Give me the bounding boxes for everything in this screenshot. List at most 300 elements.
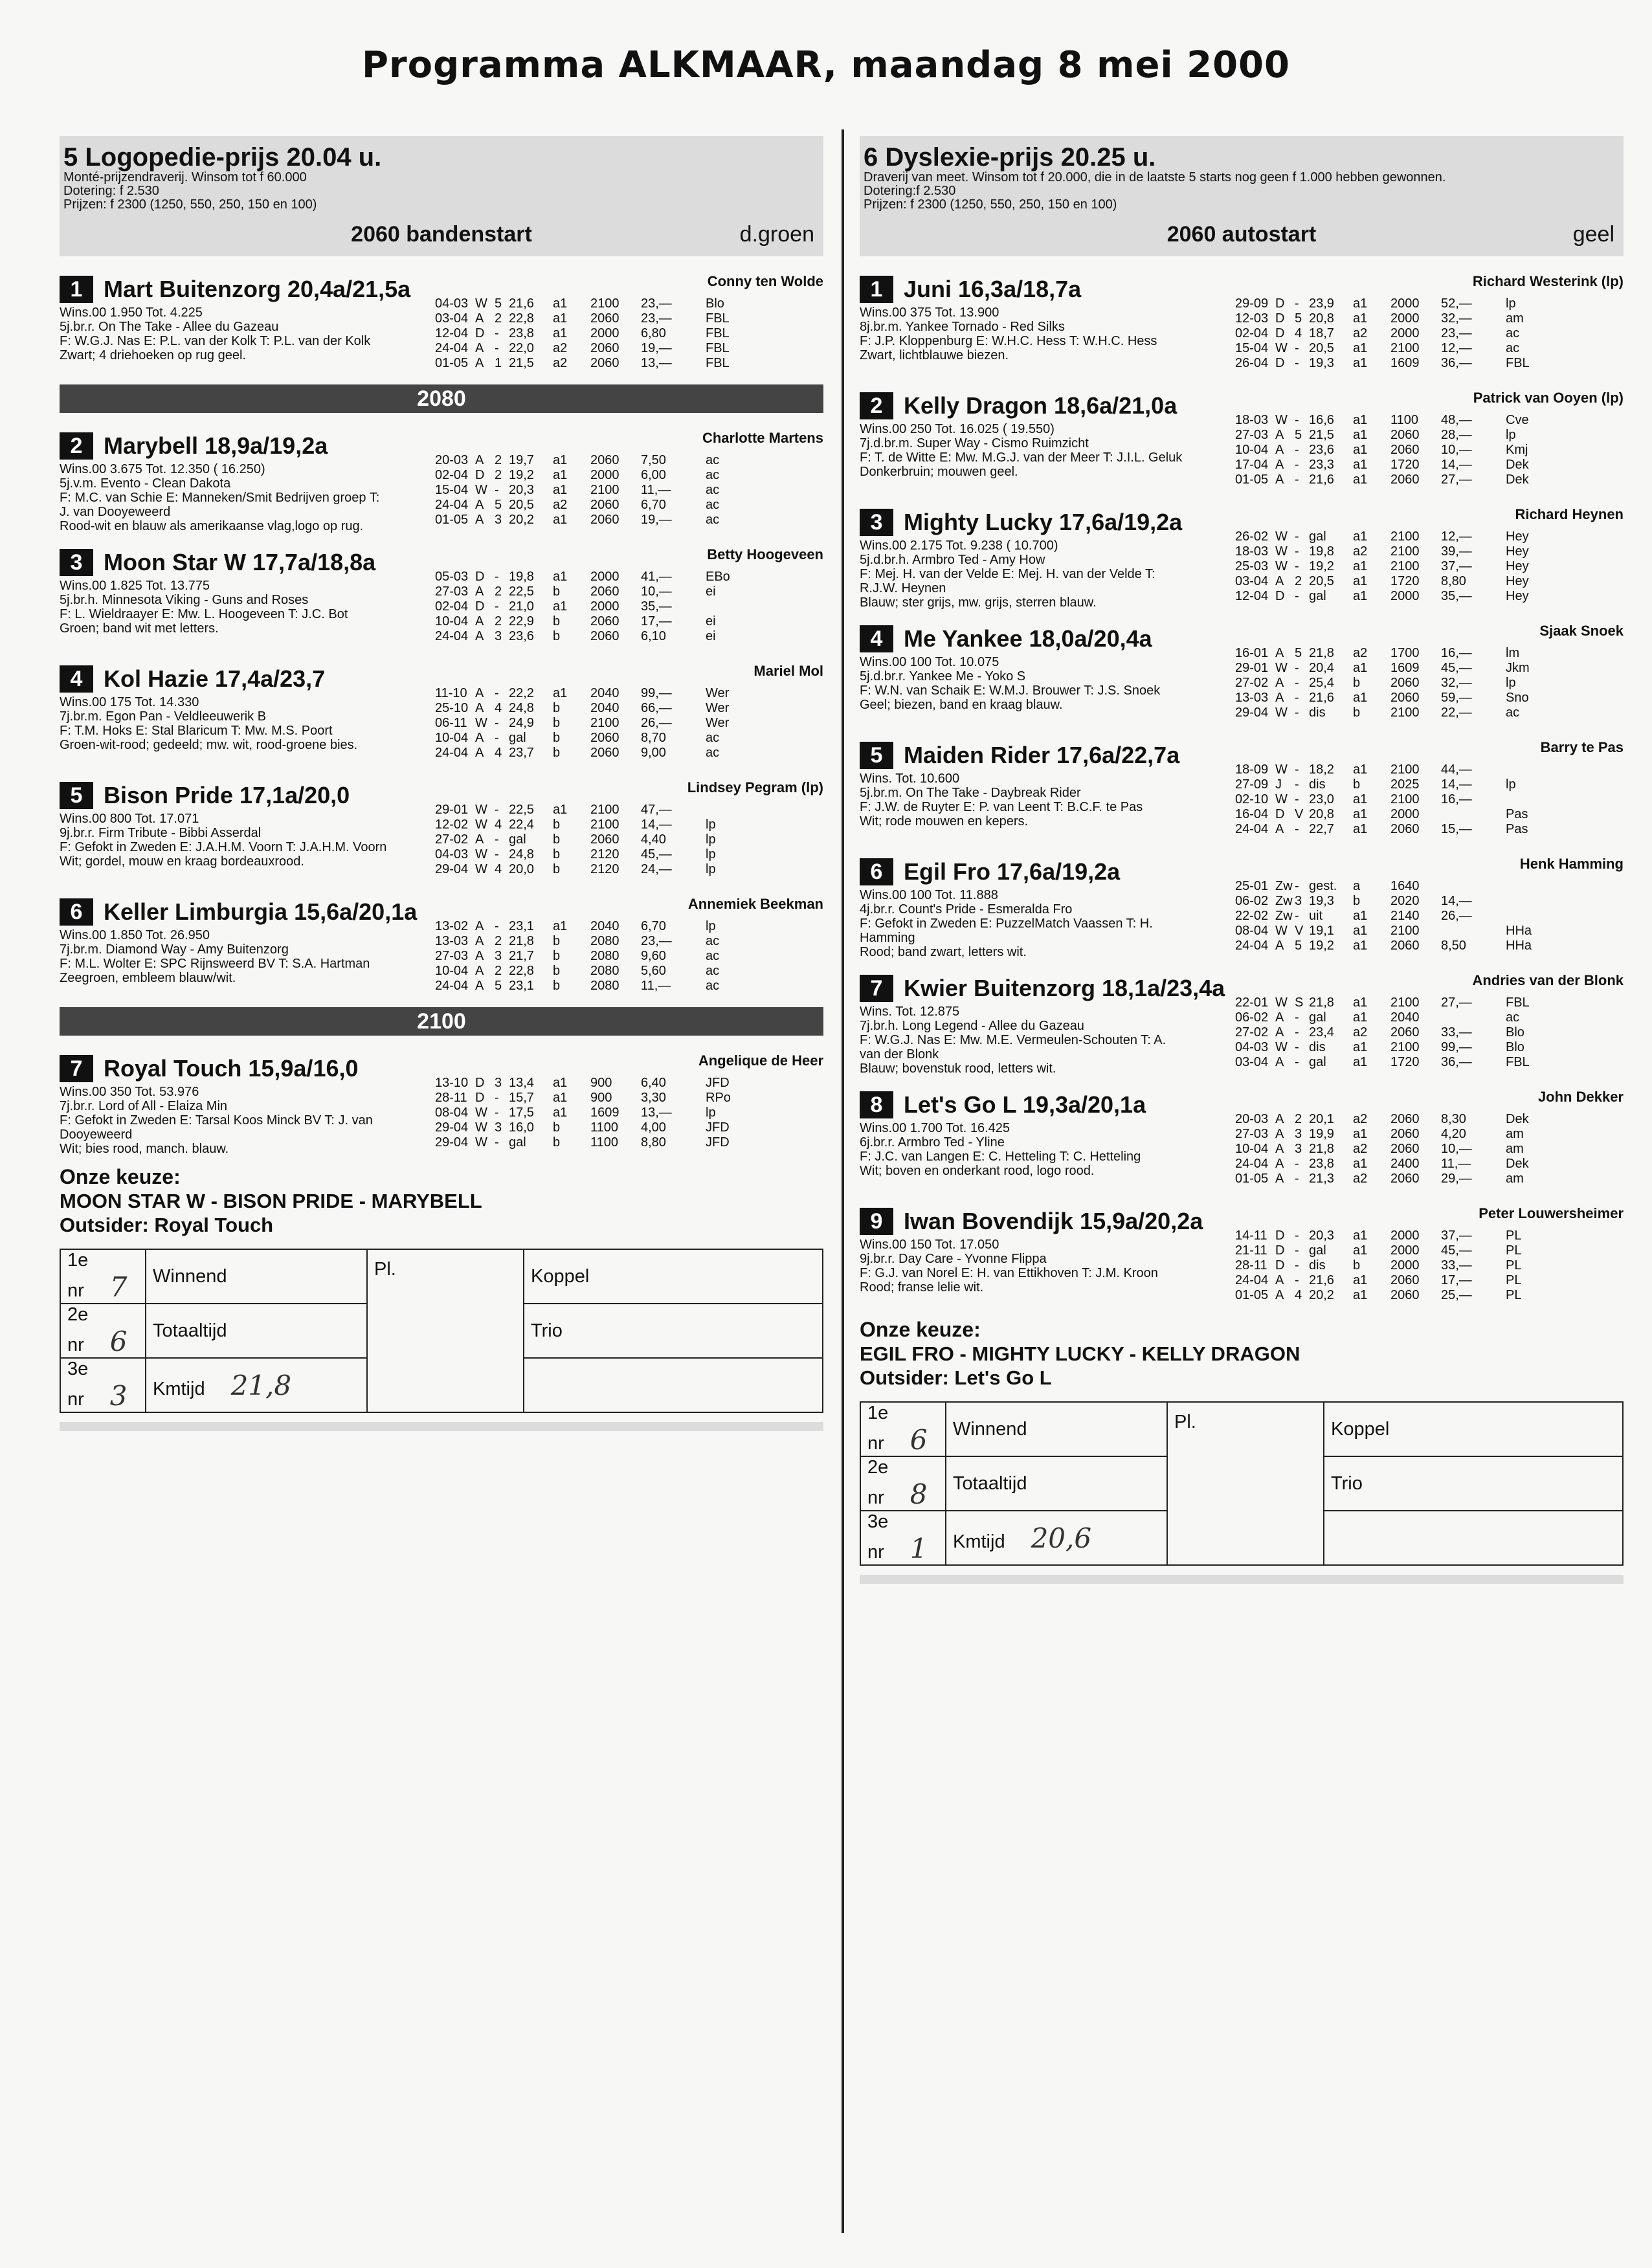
result-cell: 02-04	[1235, 326, 1269, 340]
horse-info-line: Wins.00 100 Tot. 11.888	[860, 888, 998, 902]
race-header	[860, 136, 1624, 256]
result-cell: Zw	[1275, 879, 1293, 893]
result-cell: 1609	[590, 1106, 620, 1120]
result-cell: -	[495, 716, 499, 730]
bet-field[interactable]	[1324, 1511, 1623, 1565]
horse-info-line: Wit; gordel, mouw en kraag bordeauxrood.	[60, 854, 304, 869]
result-cell: a1	[1353, 1040, 1368, 1054]
result-cell: -	[1295, 1055, 1299, 1069]
result-cell: a1	[1353, 356, 1368, 370]
horse-entry	[60, 427, 823, 533]
result-cell: gal	[1309, 1055, 1326, 1069]
result-cell: 10-04	[435, 731, 469, 745]
result-cell: 04-03	[435, 296, 469, 311]
result-cell: -	[1295, 691, 1299, 705]
result-cell: a1	[553, 453, 568, 467]
result-cell: a1	[1353, 1157, 1368, 1171]
result-cell: 2060	[1390, 939, 1420, 953]
result-cell: 24,—	[641, 862, 672, 876]
handwritten-number[interactable]: 8	[910, 1478, 928, 1510]
result-cell: 22,4	[509, 817, 534, 832]
place-field[interactable]	[367, 1249, 524, 1412]
place-label: Pl.	[374, 1259, 396, 1280]
result-cell: a1	[1353, 311, 1368, 326]
result-row	[1235, 646, 1557, 661]
result-cell: 66,—	[641, 701, 672, 715]
result-cell: D	[475, 599, 485, 614]
result-cell: 2060	[590, 453, 620, 467]
result-cell: 44,—	[1441, 762, 1472, 777]
horse-name: Kelly Dragon 18,6a/21,0a	[904, 392, 1178, 419]
result-cell: W	[475, 1135, 487, 1150]
horse-name: Juni 16,3a/18,7a	[904, 276, 1082, 302]
result-cell: Wer	[706, 716, 730, 730]
start-number: 5	[60, 782, 93, 809]
result-cell: 2	[495, 934, 502, 948]
result-cell: 23,6	[1309, 443, 1334, 457]
result-cell: 21,6	[1309, 472, 1334, 487]
result-cell: 45,—	[1441, 661, 1472, 675]
result-cell: A	[1275, 676, 1284, 690]
result-cell: ac	[706, 468, 720, 482]
handwritten-number[interactable]: 6	[109, 1326, 128, 1357]
handwritten-kmtijd[interactable]: 21,8	[230, 1369, 292, 1401]
horse-info-line: Wit; rode mouwen en kepers.	[860, 814, 1029, 828]
result-cell	[706, 599, 757, 614]
result-cell: 24,8	[509, 847, 534, 862]
result-cell: 29-04	[1235, 706, 1269, 720]
result-row	[435, 468, 757, 483]
result-cell	[1441, 924, 1506, 939]
result-cell: 2060	[1390, 691, 1420, 705]
place-field[interactable]	[1167, 1402, 1324, 1565]
result-cell: ei	[706, 629, 716, 643]
result-cell: W	[1275, 544, 1288, 559]
result-cell: 25-03	[1235, 559, 1269, 573]
horse-info	[60, 1085, 441, 1156]
horse-name: Bison Pride 17,1a/20,0	[104, 782, 350, 808]
driver-name: Peter Louwersheimer	[1479, 1205, 1624, 1221]
result-cell: A	[1275, 1055, 1284, 1069]
result-cell: -	[495, 570, 499, 584]
result-cell: Kmj	[1506, 443, 1528, 457]
result-cell: 3	[495, 629, 502, 643]
start-number: 2	[860, 392, 893, 419]
result-cell: 3	[495, 1120, 502, 1135]
handwritten-number[interactable]: 1	[910, 1533, 928, 1564]
result-cell: 3	[495, 949, 502, 963]
horse-info-line: F: Gefokt in Zweden E: PuzzelMatch Vaassen T: H.	[860, 917, 1153, 931]
horse-info-line: F: J.P. Kloppenburg E: W.H.C. Hess T: W.H.C. Hess	[860, 334, 1157, 348]
score-field[interactable]	[146, 1304, 367, 1358]
result-cell	[1506, 879, 1557, 894]
result-cell: Blo	[1506, 1040, 1524, 1054]
result-cell: 2400	[1390, 1157, 1420, 1171]
result-cell: 2060	[1390, 472, 1420, 487]
result-row	[435, 1091, 757, 1106]
result-cell: 20,5	[509, 498, 534, 512]
horse-info-line: 6j.br.r. Armbro Ted - Yline	[860, 1135, 1005, 1150]
horse-entry	[860, 1086, 1624, 1188]
result-cell: 01-05	[435, 356, 469, 370]
horse-info	[860, 772, 1242, 828]
result-row	[435, 498, 757, 513]
result-cell: a1	[1353, 792, 1368, 806]
result-cell: 02-04	[435, 599, 469, 614]
result-cell: -	[495, 1135, 499, 1150]
result-cell: 20,2	[509, 513, 534, 527]
our-choice	[60, 1165, 823, 1237]
score-card	[60, 1249, 823, 1413]
result-cell: ac	[1506, 326, 1520, 340]
result-row	[1235, 792, 1557, 807]
start-number: 2	[60, 432, 93, 460]
result-cell: -	[1295, 909, 1299, 923]
result-cell: 23,1	[509, 979, 534, 993]
result-cell: 23,—	[1441, 326, 1472, 340]
horse-entry	[60, 1050, 823, 1156]
horse-name: Me Yankee 18,0a/20,4a	[904, 625, 1152, 652]
result-row	[435, 701, 757, 716]
result-cell: a2	[1353, 1142, 1368, 1156]
result-cell: gal	[1309, 1010, 1326, 1025]
result-cell	[1506, 762, 1557, 777]
result-cell: -	[1295, 1172, 1299, 1186]
horse-info-line: Dooyeweerd	[60, 1128, 133, 1142]
horse-info-line: Wins.00 350 Tot. 53.976	[60, 1085, 199, 1099]
result-cell: 23,3	[1309, 458, 1334, 472]
result-cell: 2060	[1390, 1112, 1420, 1126]
result-cell: 2060	[1390, 822, 1420, 836]
result-cell: 21,6	[1309, 691, 1334, 705]
recent-results	[1235, 646, 1557, 720]
result-cell: 2000	[590, 570, 620, 584]
result-cell: 2080	[590, 949, 620, 963]
result-cell: 1100	[590, 1120, 619, 1135]
result-cell: A	[1275, 1142, 1284, 1156]
result-cell: 2000	[590, 326, 620, 340]
result-cell: 2060	[590, 356, 620, 370]
horse-info	[60, 812, 441, 869]
recent-results	[1235, 296, 1557, 371]
result-cell: 04-03	[435, 847, 469, 862]
horse-entry	[860, 853, 1624, 959]
horse-name: Maiden Rider 17,6a/22,7a	[904, 742, 1180, 768]
result-cell: a1	[1353, 1055, 1368, 1069]
result-cell: 22,7	[1309, 822, 1334, 836]
result-cell: D	[1275, 326, 1285, 340]
result-cell: 2040	[590, 919, 620, 933]
result-cell: 23,—	[641, 311, 672, 326]
result-cell: Zw	[1275, 909, 1293, 923]
result-cell: W	[1275, 792, 1288, 806]
result-row	[1235, 529, 1557, 544]
handwritten-number[interactable]: 3	[109, 1380, 128, 1412]
result-cell: A	[475, 341, 484, 355]
result-cell: 3	[1295, 1127, 1302, 1141]
recent-results	[435, 296, 757, 371]
result-cell: -	[1295, 1273, 1299, 1287]
result-cell: a1	[1353, 1273, 1368, 1287]
driver-name: Henk Hamming	[1519, 856, 1624, 872]
result-cell: 20,0	[509, 862, 534, 876]
result-cell: lp	[706, 919, 716, 933]
score-field-label: Totaaltijd	[953, 1473, 1027, 1494]
result-cell: 27,—	[1441, 472, 1472, 487]
result-row	[1235, 356, 1557, 371]
result-cell: Wer	[706, 701, 730, 715]
result-cell: 28-11	[1235, 1258, 1267, 1273]
result-cell: 5	[1295, 428, 1302, 442]
horse-info-line: F: Gefokt in Zweden E: Tarsal Koos Minck BV T: J. van	[60, 1113, 373, 1128]
handwritten-number[interactable]: 7	[109, 1271, 128, 1303]
result-cell: -	[1295, 1040, 1299, 1054]
horse-info-line: F: W.G.J. Nas E: P.L. van der Kolk T: P.L. van der Kolk	[60, 334, 371, 348]
bet-field[interactable]	[524, 1249, 823, 1304]
result-cell: a	[1353, 879, 1361, 893]
result-cell: 02-10	[1235, 792, 1269, 806]
result-cell: 2	[495, 468, 502, 482]
result-cell: 2	[495, 614, 502, 628]
result-cell: 4	[495, 701, 502, 715]
start-number: 1	[60, 276, 93, 303]
result-row	[1235, 326, 1557, 341]
result-cell: 24-04	[435, 629, 469, 643]
result-cell: 23,—	[641, 934, 672, 948]
race-start-type: 2060 autostart	[1166, 222, 1317, 247]
race-conditions: Dotering:f 2.530	[864, 184, 956, 198]
result-row	[1235, 1025, 1557, 1040]
result-cell: a1	[1353, 939, 1368, 953]
horse-info-line: Wins.00 1.700 Tot. 16.425	[860, 1121, 1010, 1135]
result-row	[435, 356, 757, 371]
horse-info-line: Wit; boven en onderkant rood, logo rood.	[860, 1164, 1095, 1178]
driver-name: John Dekker	[1537, 1089, 1624, 1105]
result-cell: 1	[495, 356, 502, 370]
result-cell: 21,6	[509, 296, 534, 311]
result-cell: 13-10	[435, 1076, 469, 1090]
result-cell: 21-11	[1235, 1243, 1267, 1258]
result-cell: 4,40	[641, 832, 666, 847]
result-cell: b	[553, 979, 561, 993]
recent-results	[435, 803, 757, 877]
horse-name: Iwan Bovendijk 15,9a/20,2a	[904, 1208, 1203, 1234]
result-cell: 5	[1295, 939, 1302, 953]
result-cell: lp	[1506, 296, 1516, 311]
result-cell: a1	[553, 1091, 568, 1105]
horse-info-line: F: J.C. van Langen E: C. Hetteling T: C. Hetteling	[860, 1150, 1141, 1164]
result-cell: 27-02	[1235, 1025, 1269, 1040]
result-cell: gal	[509, 1135, 526, 1150]
horse-info-line: 5j.v.m. Evento - Clean Dakota	[60, 476, 231, 491]
result-cell: 24-04	[1235, 1273, 1269, 1287]
result-cell: lp	[1506, 428, 1516, 442]
result-cell: ac	[706, 731, 720, 745]
result-cell: a1	[553, 296, 568, 311]
result-cell: Blo	[1506, 1025, 1524, 1040]
driver-name: Conny ten Wolde	[707, 273, 823, 289]
result-cell: A	[1275, 428, 1284, 442]
horse-info	[860, 1121, 1242, 1178]
result-cell: 2060	[590, 832, 620, 847]
start-number: 1	[860, 276, 893, 303]
result-cell: a1	[553, 468, 568, 482]
result-cell: a1	[1353, 1127, 1368, 1141]
race-conditions: Dotering: f 2.530	[63, 184, 159, 198]
result-cell: a2	[553, 356, 568, 370]
result-cell: -	[495, 341, 499, 355]
result-cell: HHa	[1506, 924, 1532, 938]
result-cell: FBL	[706, 341, 730, 355]
bet-field[interactable]	[524, 1358, 823, 1412]
result-cell: 4	[1295, 326, 1302, 340]
result-cell: 2100	[1390, 1040, 1420, 1054]
result-cell: a1	[553, 483, 568, 497]
score-field-label: Winnend	[153, 1265, 227, 1287]
result-cell: -	[1295, 661, 1299, 675]
bet-label: Koppel	[1331, 1418, 1390, 1440]
result-cell: a2	[1353, 544, 1368, 559]
result-cell: 23,7	[509, 746, 534, 760]
result-cell: 33,—	[1441, 1258, 1472, 1273]
result-cell: 04-03	[1235, 1040, 1269, 1054]
result-cell: 10,—	[1441, 443, 1472, 457]
recent-results	[1235, 413, 1557, 487]
driver-name: Sjaak Snoek	[1539, 623, 1624, 639]
handwritten-number[interactable]: 6	[910, 1424, 928, 1456]
result-cell: 2060	[590, 311, 620, 326]
result-cell	[1506, 792, 1557, 807]
result-cell: Pas	[1506, 822, 1528, 836]
race-color: geel	[1572, 222, 1614, 247]
result-cell: 24,9	[509, 716, 534, 730]
result-cell: 2100	[1390, 792, 1420, 806]
result-row	[435, 716, 757, 731]
result-cell: 2060	[590, 731, 620, 745]
score-field[interactable]	[946, 1402, 1167, 1456]
result-row	[1235, 458, 1557, 472]
result-cell: -	[495, 599, 499, 614]
result-cell: A	[475, 934, 484, 948]
horse-info	[60, 306, 441, 362]
result-cell: 2000	[1390, 1258, 1420, 1273]
result-cell: 05-03	[435, 570, 469, 584]
result-cell: b	[1353, 706, 1361, 720]
result-cell: 2100	[590, 803, 620, 817]
result-cell: 2	[1295, 1112, 1302, 1126]
score-field[interactable]	[946, 1456, 1167, 1511]
result-cell: -	[1295, 356, 1299, 370]
race-title: 5 Logopedie-prijs 20.04 u.	[63, 143, 382, 172]
score-field[interactable]	[946, 1511, 1167, 1565]
result-cell: D	[475, 326, 485, 340]
result-row	[1235, 1127, 1557, 1142]
horse-info-line: F: T.M. Hoks E: Stal Blaricum T: Mw. M.S. Poort	[60, 724, 333, 738]
result-row	[1235, 472, 1557, 487]
horse-info-line: Wins.00 1.850 Tot. 26.950	[60, 928, 210, 942]
horse-info-line: 4j.br.r. Count's Pride - Esmeralda Fro	[860, 902, 1073, 917]
result-cell: 2120	[590, 847, 620, 862]
result-cell: 22,5	[509, 803, 534, 817]
score-field[interactable]	[146, 1358, 367, 1412]
result-cell: 35,—	[1441, 589, 1472, 603]
result-cell: 24-04	[435, 341, 469, 355]
result-cell: 19,—	[641, 341, 672, 355]
result-cell: Hey	[1506, 574, 1529, 588]
result-cell: 20,8	[1309, 311, 1334, 326]
handwritten-kmtijd[interactable]: 20,6	[1031, 1522, 1092, 1554]
horse-info-line: Wins.00 2.175 Tot. 9.238 ( 10.700)	[860, 539, 1058, 553]
result-cell: JFD	[706, 1120, 730, 1135]
result-cell: 13,—	[641, 356, 672, 370]
result-cell: ac	[706, 979, 720, 993]
result-cell: 47,—	[641, 803, 672, 817]
horse-info-line: 7j.d.br.m. Super Way - Cismo Ruimzicht	[860, 436, 1089, 450]
result-cell: -	[495, 326, 499, 340]
driver-name: Angelique de Heer	[698, 1052, 823, 1069]
horse-info	[860, 1005, 1242, 1076]
score-position-label: 1e nr	[67, 1250, 89, 1301]
result-cell: 36,—	[1441, 1055, 1472, 1069]
horse-info	[60, 579, 441, 636]
driver-name: Barry te Pas	[1540, 739, 1624, 755]
score-position	[860, 1456, 946, 1511]
result-cell: 27-03	[1235, 1127, 1269, 1141]
result-cell: 21,7	[509, 949, 534, 963]
result-cell: 26-02	[1235, 529, 1269, 544]
bet-label: Trio	[1331, 1473, 1363, 1494]
result-cell: a1	[1353, 762, 1368, 777]
driver-name: Andries van der Blonk	[1472, 972, 1624, 988]
horse-info-line: F: W.N. van Schaik E: W.M.J. Brouwer T: J.S. Snoek	[860, 684, 1161, 698]
bet-field[interactable]	[1324, 1456, 1623, 1511]
result-cell: b	[553, 817, 561, 832]
bet-field[interactable]	[1324, 1402, 1623, 1456]
result-cell: 6,00	[641, 468, 666, 482]
result-cell: 2040	[590, 701, 620, 715]
result-row	[1235, 574, 1557, 589]
result-cell: 24-04	[1235, 1157, 1269, 1171]
score-position	[60, 1358, 146, 1412]
result-row	[1235, 1273, 1557, 1288]
result-cell: W	[1275, 559, 1288, 573]
result-cell: A	[475, 731, 484, 745]
result-cell: a1	[553, 570, 568, 584]
result-cell: gal	[509, 731, 526, 745]
horse-info-line: F: M.L. Wolter E: SPC Rijnsweerd BV T: S.A. Hartman	[60, 957, 370, 971]
result-cell: b	[553, 716, 561, 730]
driver-name: Betty Hoogeveen	[707, 546, 823, 562]
result-cell: 23,0	[1309, 792, 1334, 806]
result-cell: D	[475, 1091, 485, 1105]
result-cell: b	[553, 1135, 561, 1150]
result-cell: 8,50	[1441, 939, 1466, 953]
horse-info	[860, 655, 1242, 712]
result-cell: S	[1295, 995, 1304, 1010]
result-cell: Hey	[1506, 544, 1529, 559]
result-cell: b	[553, 701, 561, 715]
result-cell: Dek	[1506, 1112, 1529, 1126]
result-cell: 4	[495, 862, 502, 876]
result-cell: 26-04	[1235, 356, 1269, 370]
result-cell: A	[475, 919, 484, 933]
score-field[interactable]	[146, 1249, 367, 1304]
result-cell: a1	[1353, 1010, 1368, 1025]
result-cell: 23,6	[509, 629, 534, 643]
result-cell: Jkm	[1506, 661, 1530, 675]
result-cell: 41,—	[641, 570, 672, 584]
bet-field[interactable]	[524, 1304, 823, 1358]
